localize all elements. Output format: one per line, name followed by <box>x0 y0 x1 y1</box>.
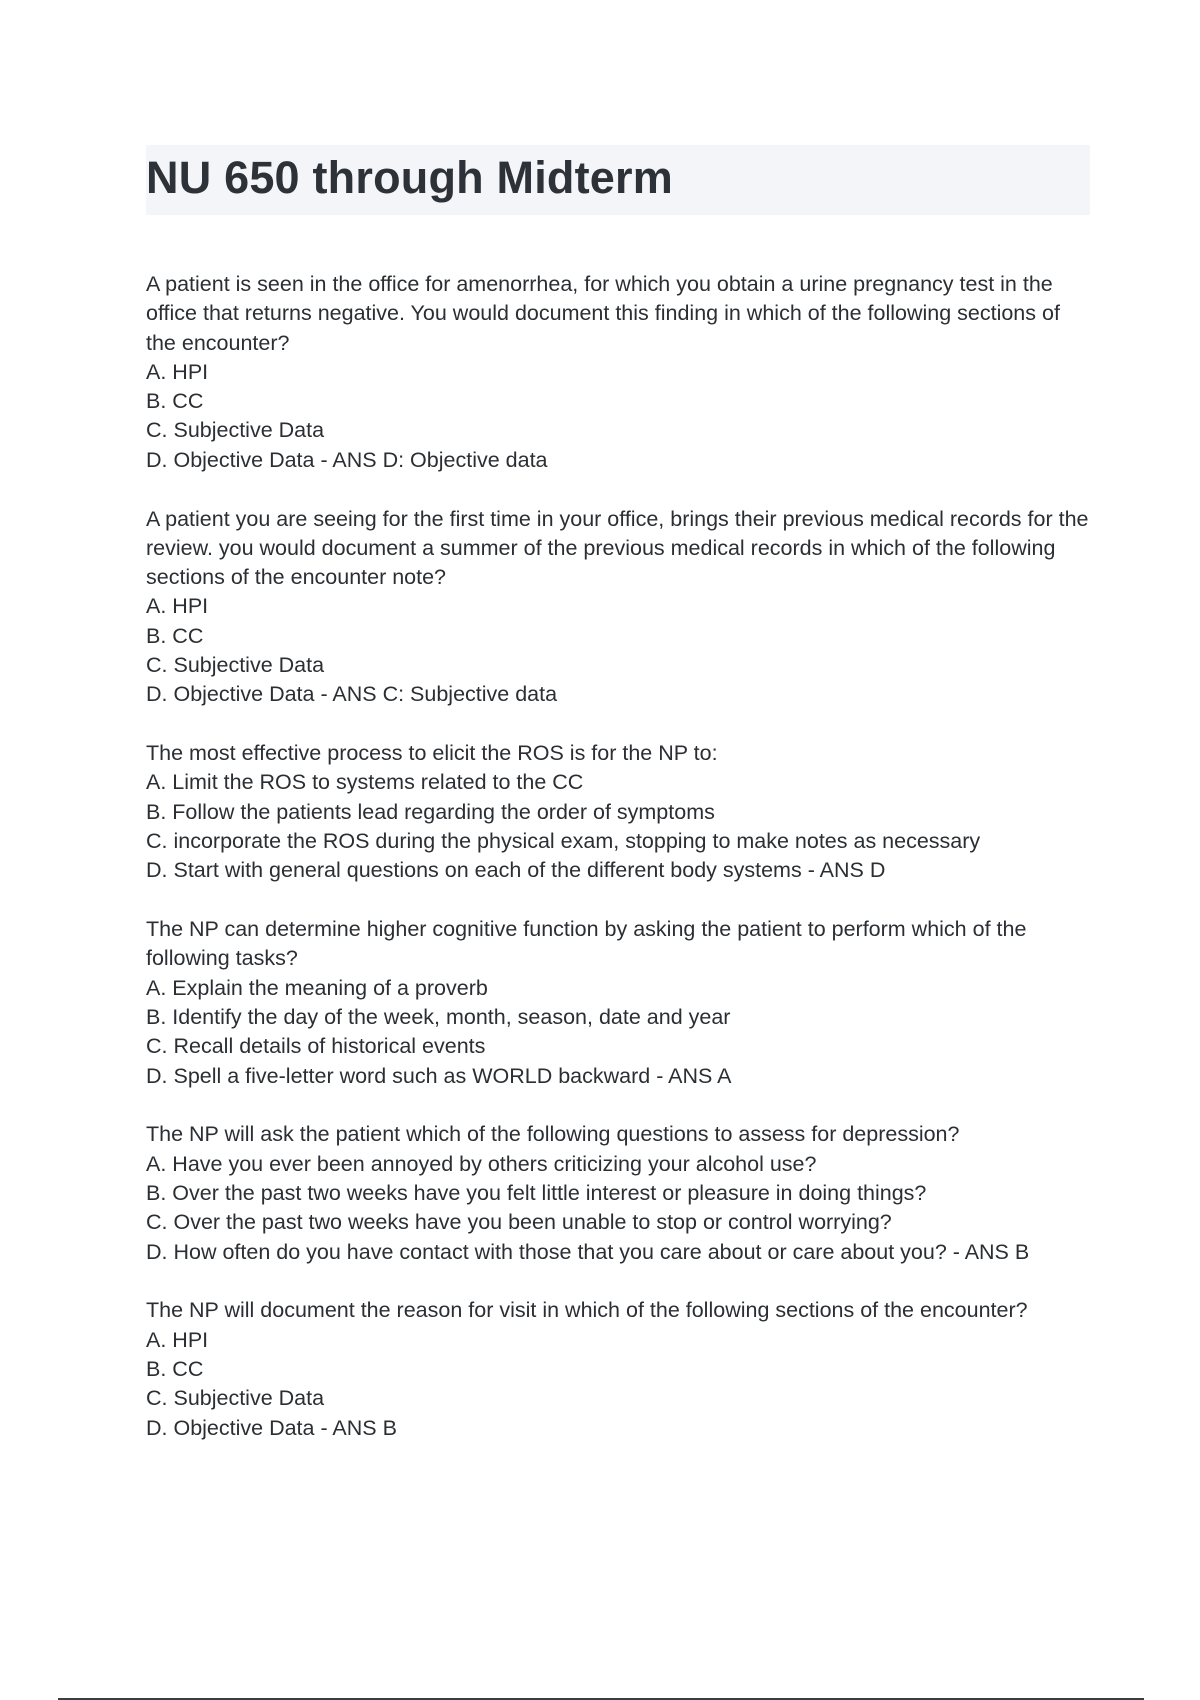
question-item <box>146 1296 1090 1442</box>
question-item <box>146 1120 1090 1266</box>
answer-options <box>146 974 1090 1091</box>
answer-option: C. Subjective Data <box>146 1386 325 1411</box>
answer-options <box>146 1150 1090 1267</box>
question-text: A patient you are seeing for the first time in your office, brings their previous medical records for the review. you would document a summer of the previous medical records in which of the following sections of the encounter note? <box>146 506 1089 590</box>
answer-option: B. Over the past two weeks have you felt little interest or pleasure in doing things? <box>146 1181 927 1206</box>
answer-option: D. Objective Data - ANS B <box>146 1415 397 1440</box>
answer-option: B. CC <box>146 623 204 648</box>
answer-option: D. Start with general questions on each of the different body systems - ANS D <box>146 858 886 883</box>
question-item <box>146 739 1090 885</box>
answer-option: C. Subjective Data <box>146 418 325 443</box>
answer-options <box>146 358 1090 475</box>
answer-option: C. Recall details of historical events <box>146 1034 486 1059</box>
question-item <box>146 505 1090 710</box>
answer-option: D. Objective Data - ANS C: Subjective data <box>146 682 558 707</box>
answer-option: B. CC <box>146 389 204 414</box>
answer-option: D. Spell a five-letter word such as WORLD backward - ANS A <box>146 1063 732 1088</box>
question-text: A patient is seen in the office for amenorrhea, for which you obtain a urine pregnancy test in the office that returns negative. You would document this finding in which of the following sections of the encounter? <box>146 272 1060 355</box>
title-banner <box>146 145 1090 215</box>
answer-option: A. Explain the meaning of a proverb <box>146 975 488 1000</box>
answer-option: C. Over the past two weeks have you been unable to stop or control worrying? <box>146 1210 892 1235</box>
answer-option: C. incorporate the ROS during the physical exam, stopping to make notes as necessary <box>146 829 981 854</box>
question-item <box>146 270 1090 475</box>
page-title: NU 650 through Midterm <box>146 152 673 203</box>
question-text: The NP can determine higher cognitive function by asking the patient to perform which of the following tasks? <box>146 917 1027 971</box>
answer-option: A. Have you ever been annoyed by others criticizing your alcohol use? <box>146 1151 817 1176</box>
question-text: The NP will ask the patient which of the following questions to assess for depression? <box>146 1122 960 1147</box>
answer-option: B. Identify the day of the week, month, season, date and year <box>146 1005 731 1030</box>
answer-option: B. Follow the patients lead regarding the order of symptoms <box>146 799 715 824</box>
answer-option: C. Subjective Data <box>146 653 325 678</box>
answer-option: B. CC <box>146 1357 204 1381</box>
question-item <box>146 915 1090 1091</box>
answer-option: A. HPI <box>146 594 209 619</box>
answer-option: D. Objective Data - ANS D: Objective data <box>146 447 548 472</box>
answer-options <box>146 592 1090 709</box>
answer-options <box>146 768 1090 885</box>
answer-option: A. Limit the ROS to systems related to the CC <box>146 770 584 795</box>
answer-options <box>146 1326 1090 1443</box>
question-list <box>146 270 1090 1472</box>
question-text: The most effective process to elicit the ROS is for the NP to: <box>146 741 718 766</box>
question-text: The NP will document the reason for visit in which of the following sections of the encounter? <box>146 1298 1028 1323</box>
answer-option: D. How often do you have contact with those that you care about or care about you? - ANS B <box>146 1239 1030 1264</box>
answer-option: A. HPI <box>146 359 209 384</box>
answer-option: A. HPI <box>146 1327 209 1352</box>
